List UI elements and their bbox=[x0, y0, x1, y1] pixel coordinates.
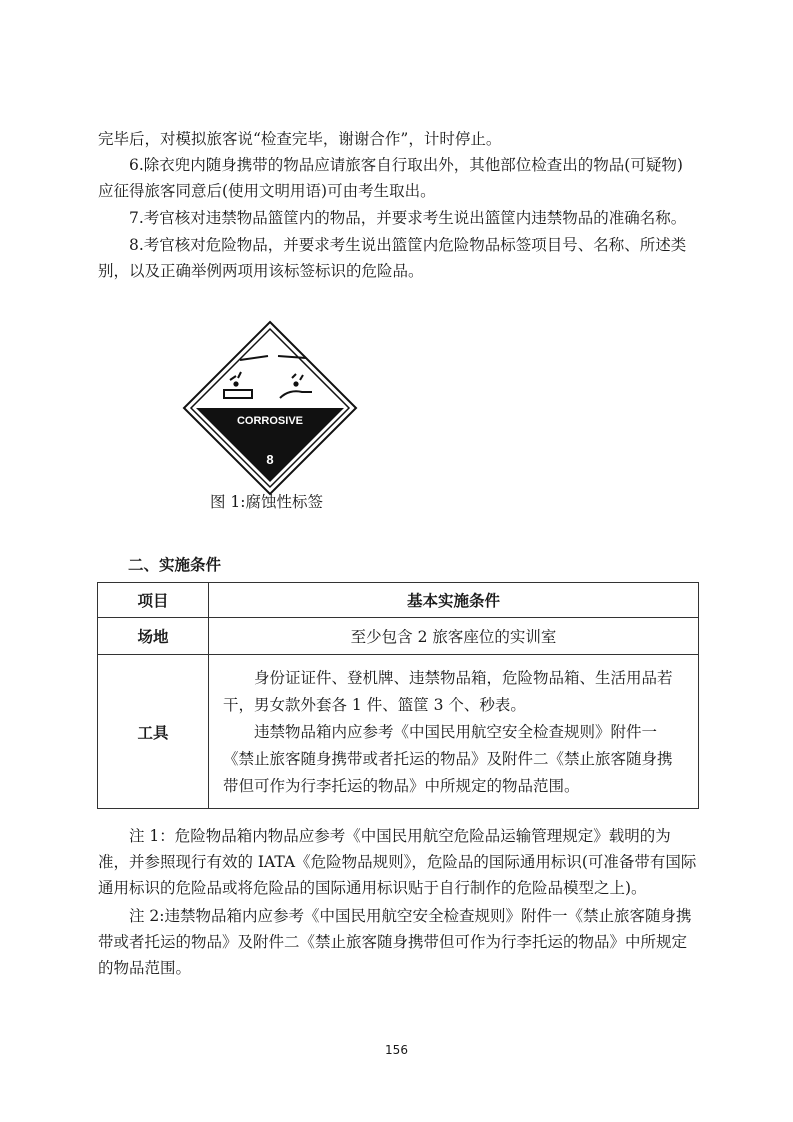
note-1: 注 1：危险物品箱内物品应参考《中国民用航空危险品运输管理规定》载明的为准，并参照现行有效的 IATA《危险物品规则》，危险品的国际通用标识(可准备带有国际通用标识的危险品或将危险品的国际通用标识贴于自行制作的危险品模型之上)。 bbox=[98, 827, 697, 897]
header-conditions: 基本实施条件 bbox=[209, 583, 699, 618]
figure-caption: 图 1:腐蚀性标签 bbox=[210, 493, 324, 511]
conditions-table bbox=[97, 582, 699, 809]
section-title: 二、实施条件 bbox=[128, 556, 222, 574]
page-number: 156 bbox=[385, 1043, 408, 1057]
row-value-tools bbox=[209, 655, 699, 809]
corrosive-text: CORROSIVE bbox=[236, 415, 304, 427]
corrosive-diamond-icon bbox=[180, 318, 360, 498]
table-row bbox=[98, 618, 699, 655]
table-row bbox=[98, 655, 699, 809]
paragraph-completion: 完毕后，对模拟旅客说“检查完毕，谢谢合作”，计时停止。 bbox=[98, 130, 502, 148]
corrosive-label-figure bbox=[180, 318, 360, 498]
note-2: 注 2:违禁物品箱内应参考《中国民用航空安全检查规则》附件一《禁止旅客随身携带或者托运的物品》及附件二《禁止旅客随身携带但可作为行李托运的物品》中所规定的物品范围。 bbox=[98, 907, 692, 977]
class-number: 8 bbox=[266, 452, 274, 467]
row-label-tools: 工具 bbox=[98, 655, 209, 809]
table-header-row bbox=[98, 583, 699, 618]
tools-paragraph-2: 违禁物品箱内应参考《中国民用航空安全检查规则》附件一《禁止旅客随身携带或者托运的物品》及附件二《禁止旅客随身携带但可作为行李托运的物品》中所规定的物品范围。 bbox=[223, 723, 673, 795]
row-label-venue: 场地 bbox=[98, 618, 209, 655]
paragraph-item-8: 8.考官核对危险物品，并要求考生说出篮筐内危险物品标签项目号、名称、所述类别，以及正确举例两项用该标签标识的危险品。 bbox=[98, 236, 687, 280]
header-item: 项目 bbox=[98, 583, 209, 618]
row-value-venue: 至少包含 2 旅客座位的实训室 bbox=[209, 618, 699, 655]
paragraph-item-7: 7.考官核对违禁物品篮筐内的物品，并要求考生说出篮筐内违禁物品的准确名称。 bbox=[129, 209, 687, 227]
paragraph-item-6: 6.除衣兜内随身携带的物品应请旅客自行取出外，其他部位检查出的物品(可疑物)应征得旅客同意后(使用文明用语)可由考生取出。 bbox=[98, 156, 683, 200]
tools-paragraph-1: 身份证证件、登机牌、违禁物品箱，危险物品箱、生活用品若干，男女款外套各 1 件、篮筐 3 个、秒表。 bbox=[223, 669, 673, 714]
